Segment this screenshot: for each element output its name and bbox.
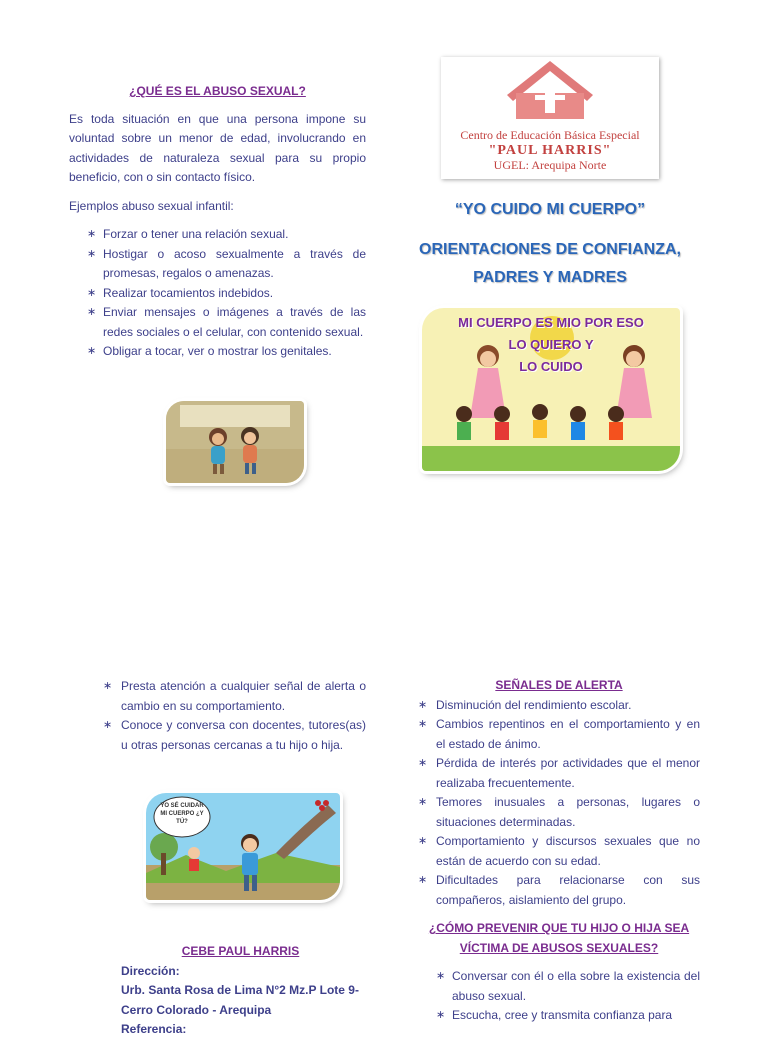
list-item: ∗ Obligar a tocar, ver o mostrar los genitales. bbox=[69, 342, 366, 362]
banner-line-2: LO QUIERO Y bbox=[508, 337, 594, 352]
address-label: Dirección: bbox=[121, 963, 180, 978]
children-cartoon-illustration bbox=[166, 401, 304, 483]
list-item: ∗ Presta atención a cualquier señal de alerta o cambio en su comportamiento. bbox=[103, 677, 366, 716]
subtitle-line-2: PADRES Y MADRES bbox=[473, 269, 627, 286]
children-cartoon-image bbox=[166, 401, 304, 483]
prevention-heading-line-1: ¿CÓMO PREVENIR QUE TU HIJO O HIJA SEA bbox=[428, 921, 690, 935]
list-item: ∗ Forzar o tener una relación sexual. bbox=[69, 225, 366, 245]
warning-signs-list bbox=[418, 696, 700, 911]
logo-line-2: "PAUL HARRIS" bbox=[488, 143, 612, 158]
school-logo bbox=[441, 57, 659, 179]
address-line-2: Cerro Colorado - Arequipa bbox=[121, 1002, 272, 1017]
prevention-list bbox=[418, 967, 700, 1026]
contact-block bbox=[121, 942, 371, 1040]
logo-text bbox=[441, 128, 659, 173]
list-item: ∗ Disminución del rendimiento escolar. bbox=[418, 696, 700, 716]
list-item: ∗ Dificultades para relacionarse con sus compañeros, aislamiento del grupo. bbox=[418, 871, 700, 910]
list-item: ∗ Enviar mensajes o imágenes a través de las redes sociales o el celular, con contenido sexual. bbox=[69, 303, 366, 342]
panel-what-is-abuse bbox=[69, 82, 366, 362]
definition-paragraph: Es toda situación en que una persona impone su voluntad sobre un menor de edad, involucrando en actividades de naturaleza sexual para su propio beneficio, con o sin contacto físico. bbox=[69, 111, 366, 184]
examples-list bbox=[69, 225, 366, 362]
list-item: ∗ Pérdida de interés por actividades que el menor realizaba frecuentemente. bbox=[418, 754, 700, 793]
section-heading-warning-signs: SEÑALES DE ALERTA bbox=[495, 678, 623, 692]
section-heading-prevention bbox=[418, 919, 700, 958]
tips-list bbox=[103, 677, 366, 755]
family-banner-image bbox=[422, 308, 680, 471]
speech-bubble-text: YO SÉ CUIDAR MI CUERPO ¿Y TÚ? bbox=[160, 803, 204, 825]
boy-cartoon-image bbox=[146, 793, 340, 900]
address-line-1: Urb. Santa Rosa de Lima N°2 Mz.P Lote 9- bbox=[121, 983, 359, 997]
brochure-subtitle bbox=[410, 236, 690, 292]
prevention-heading-line-2: VÍCTIMA DE ABUSOS SEXUALES? bbox=[459, 940, 659, 955]
logo-line-3: UGEL: Arequipa Norte bbox=[493, 158, 607, 172]
list-item: ∗ Hostigar o acoso sexualmente a través de promesas, regalos o amenazas. bbox=[69, 245, 366, 284]
house-icon bbox=[441, 57, 659, 123]
panel-warning-signs bbox=[418, 676, 700, 1026]
list-item: ∗ Temores inusuales a personas, lugares o situaciones determinadas. bbox=[418, 793, 700, 832]
brochure-title: “YO CUIDO MI CUERPO” bbox=[454, 201, 646, 218]
contact-heading: CEBE PAUL HARRIS bbox=[181, 944, 300, 958]
list-item: ∗ Conversar con él o ella sobre la existencia del abuso sexual. bbox=[418, 967, 700, 1006]
list-item: ∗ Escucha, cree y transmita confianza para bbox=[418, 1006, 700, 1026]
examples-intro: Ejemplos abuso sexual infantil: bbox=[69, 198, 234, 213]
logo-line-1: Centro de Educación Básica Especial bbox=[460, 128, 640, 142]
list-item: ∗ Realizar tocamientos indebidos. bbox=[69, 284, 366, 304]
list-item: ∗ Conoce y conversa con docentes, tutores(as) u otras personas cercanas a tu hijo o hija. bbox=[103, 716, 366, 755]
list-item: ∗ Cambios repentinos en el comportamiento y en el estado de ánimo. bbox=[418, 715, 700, 754]
banner-text bbox=[422, 312, 680, 378]
panel-tips bbox=[103, 677, 366, 755]
banner-line-3: LO CUIDO bbox=[519, 359, 583, 374]
section-heading-what-is-abuse: ¿QUÉ ES EL ABUSO SEXUAL? bbox=[129, 84, 306, 98]
list-item: ∗ Comportamiento y discursos sexuales que no están de acuerdo con su edad. bbox=[418, 832, 700, 871]
banner-line-1: MI CUERPO ES MIO POR ESO bbox=[458, 315, 644, 330]
subtitle-line-1: ORIENTACIONES DE CONFIANZA, bbox=[419, 241, 681, 258]
reference-label: Referencia: bbox=[121, 1022, 187, 1036]
